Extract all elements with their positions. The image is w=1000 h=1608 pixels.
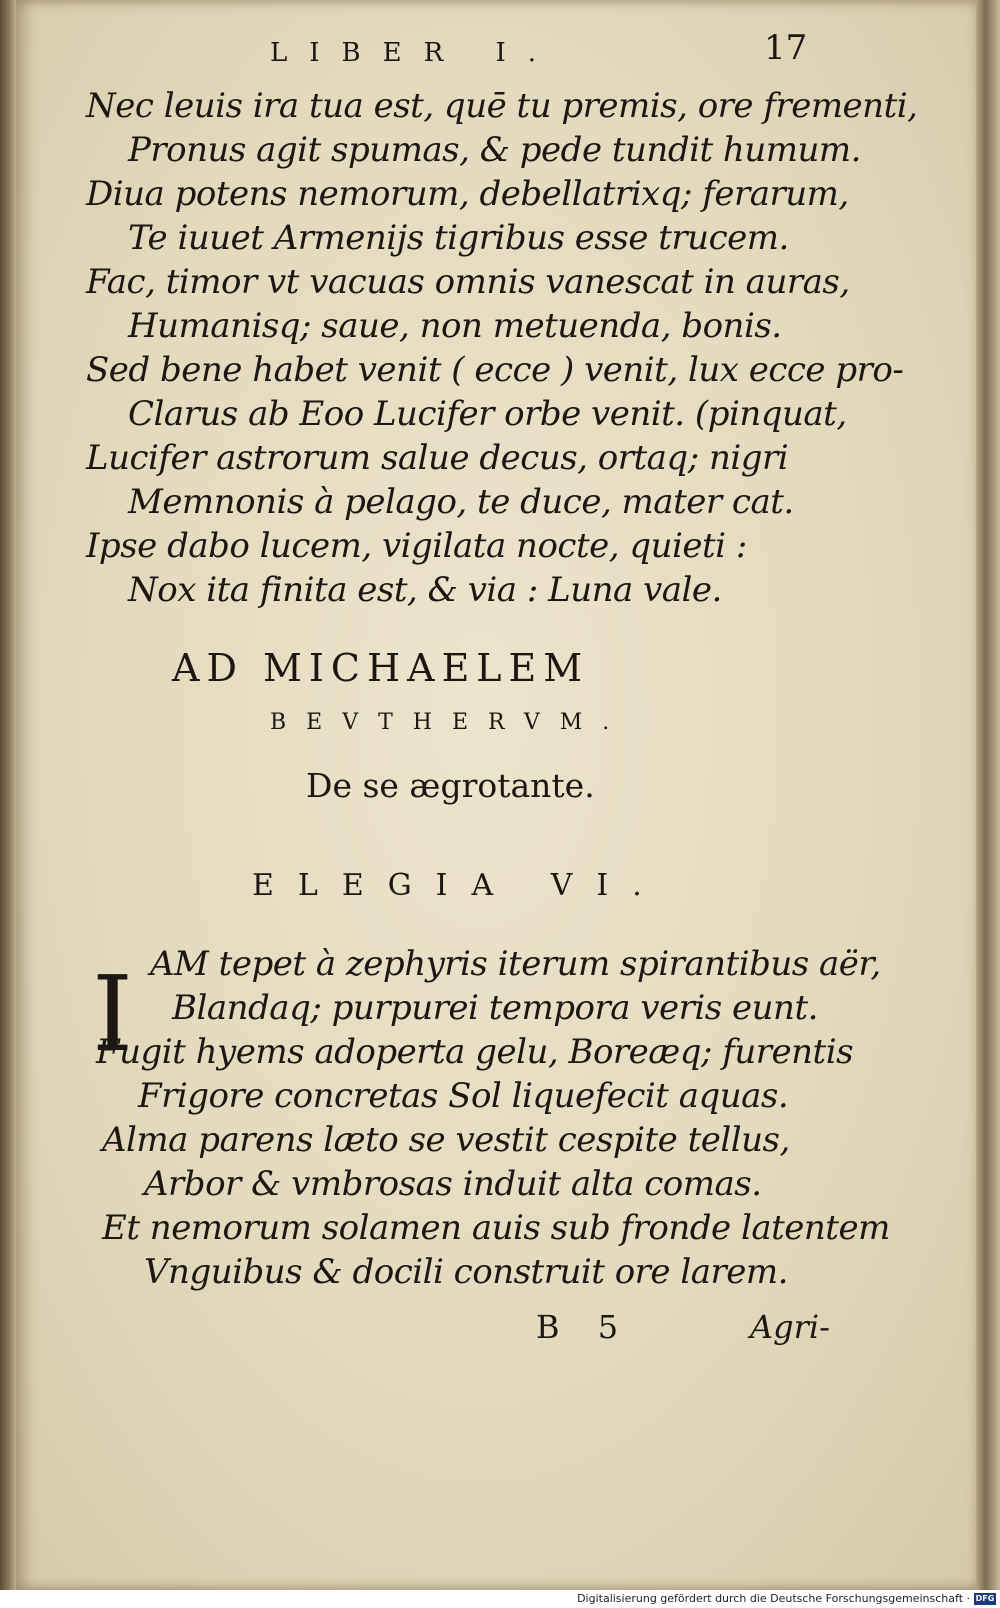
verse-line: Fugit hyems adoperta gelu, Boreæq; furentis bbox=[96, 1032, 854, 1072]
verse-line: Vnguibus & docili construit ore larem. bbox=[144, 1252, 788, 1292]
catchword: Agri- bbox=[750, 1308, 830, 1346]
page-fore-edge bbox=[976, 0, 1000, 1590]
verse-line: Clarus ab Eoo Lucifer orbe venit. (pinquat, bbox=[128, 394, 847, 434]
verse-line: Nec leuis ira tua est, quē tu premis, ore frementi, bbox=[86, 86, 918, 126]
verse-line: Diua potens nemorum, debellatrixq; ferarum, bbox=[86, 174, 849, 214]
verse-line: Blandaq; purpurei tempora veris eunt. bbox=[172, 988, 818, 1028]
verse-line: Alma parens læto se vestit cespite tellus, bbox=[102, 1120, 790, 1160]
verse-line: Lucifer astrorum salue decus, ortaq; nigri bbox=[86, 438, 789, 478]
verse-line: Humanisq; saue, non metuenda, bonis. bbox=[128, 306, 782, 346]
verse-line: Fac, timor vt vacuas omnis vanescat in auras, bbox=[86, 262, 850, 302]
verse-line: Ipse dabo lucem, vigilata nocte, quieti : bbox=[86, 526, 747, 566]
verse-line: Frigore concretas Sol liquefecit aquas. bbox=[138, 1076, 789, 1116]
verse-line: Et nemorum solamen auis sub fronde latentem bbox=[102, 1208, 890, 1248]
verse-line: Memnonis à pelago, te duce, mater cat. bbox=[128, 482, 794, 522]
verse-line: AM tepet à zephyris iterum spirantibus aër, bbox=[150, 944, 881, 984]
dfg-logo-icon: DFG bbox=[975, 1594, 995, 1603]
poem-heading-name: BEVTHERVM. bbox=[270, 710, 630, 735]
running-head: LIBER I. bbox=[270, 38, 558, 68]
page-number: 17 bbox=[764, 28, 808, 68]
verse-line: Sed bene habet venit ( ecce ) venit, lux ecce pro- bbox=[86, 350, 904, 390]
verse-line: Te iuuet Armenijs tigribus esse trucem. bbox=[128, 218, 789, 258]
drop-cap: I bbox=[92, 953, 134, 1075]
poem-subtitle: De se ægrotante. bbox=[306, 766, 595, 805]
signature-mark: B 5 bbox=[536, 1308, 633, 1346]
footer-credit: Digitalisierung gefördert durch die Deutsche Forschungsgemeinschaft · bbox=[577, 1592, 970, 1605]
poem-heading: AD MICHAELEM bbox=[172, 646, 590, 690]
verse-line: Pronus agit spumas, & pede tundit humum. bbox=[128, 130, 861, 170]
verse-line: Arbor & vmbrosas induit alta comas. bbox=[144, 1164, 762, 1204]
digitization-footer bbox=[0, 1590, 1000, 1608]
elegy-number: ELEGIA VI. bbox=[252, 868, 666, 903]
verse-line: Nox ita finita est, & via : Luna vale. bbox=[128, 570, 722, 610]
